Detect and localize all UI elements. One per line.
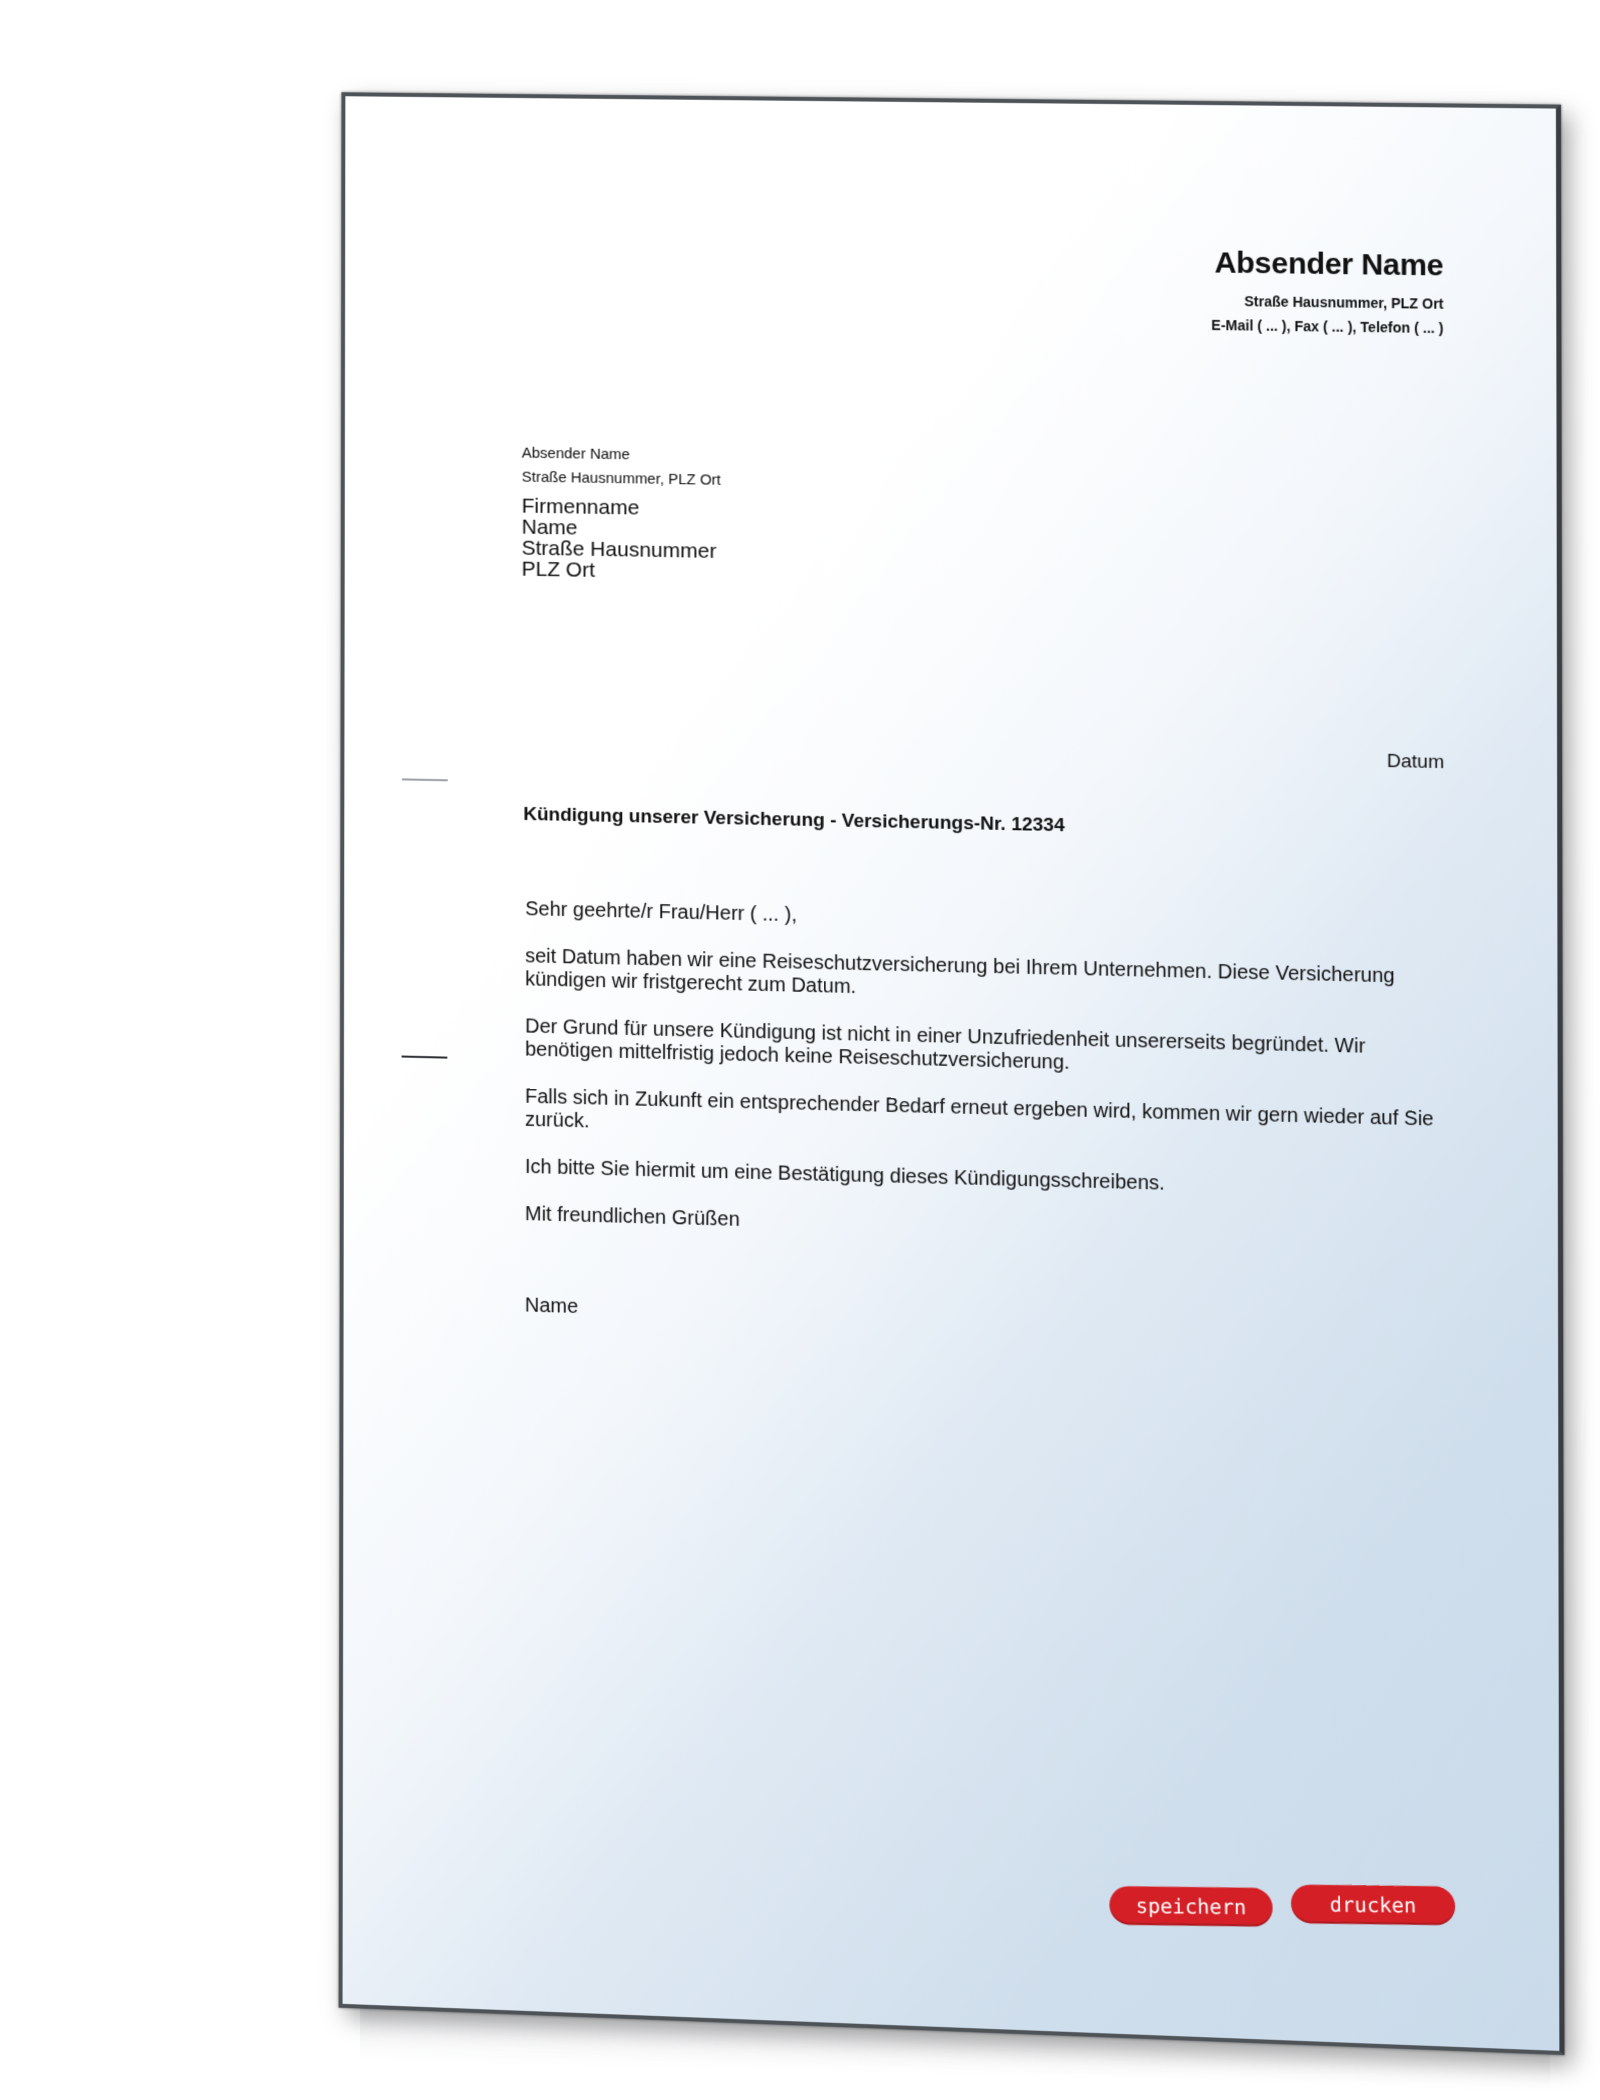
- body-paragraph: Der Grund für unsere Kündigung ist nicht in einer Unzufriedenheit unsererseits begründet. Wir benötigen mittelfristig jedoch keine Reiseschutzversicherung.: [525, 1015, 1366, 1074]
- recipient-street: Straße Hausnummer: [521, 536, 717, 563]
- letter-subject: Kündigung unserer Versicherung - Versicherungs-Nr. 12334: [523, 803, 1065, 837]
- recipient-address: [522, 496, 717, 583]
- letterhead: [1211, 246, 1443, 340]
- body-paragraph: seit Datum haben wir eine Reiseschutzversicherung bei Ihrem Unternehmen. Diese Versicherung kündigen wir fristgerecht zum Datum.: [525, 945, 1395, 999]
- letter-date: Datum: [1386, 750, 1445, 774]
- return-address-name: Absender Name: [521, 444, 630, 464]
- letterhead-address: Straße Hausnummer, PLZ Ort: [1244, 293, 1444, 312]
- letterhead-contact: E-Mail ( ... ), Fax ( ... ), Telefon ( ... ): [1211, 316, 1444, 337]
- letterhead-sender-name: Absender Name: [1214, 246, 1444, 283]
- letter-body: [525, 898, 1436, 1368]
- print-button[interactable]: drucken: [1291, 1884, 1456, 1925]
- signature-name: Name: [524, 1294, 579, 1319]
- salutation: Sehr geehrte/r Frau/Herr ( ... ),: [525, 898, 797, 927]
- save-button[interactable]: speichern: [1109, 1886, 1273, 1927]
- recipient-company: Firmenname: [521, 494, 640, 520]
- punch-mark: [402, 1056, 448, 1059]
- letter-page: [339, 92, 1565, 2055]
- return-address: [522, 442, 721, 493]
- recipient-city: PLZ Ort: [521, 557, 595, 582]
- recipient-name: Name: [521, 515, 578, 540]
- closing: Mit freundlichen Grüßen: [524, 1203, 740, 1231]
- fold-mark: [402, 778, 448, 781]
- body-paragraph: Falls sich in Zukunft ein entsprechender Bedarf erneut ergeben wird, kommen wir gern wieder auf Sie zurück.: [525, 1085, 1434, 1133]
- return-address-street: Straße Hausnummer, PLZ Ort: [521, 468, 721, 489]
- body-paragraph: Ich bitte Sie hiermit um eine Bestätigung dieses Kündigungsschreibens.: [524, 1155, 1165, 1195]
